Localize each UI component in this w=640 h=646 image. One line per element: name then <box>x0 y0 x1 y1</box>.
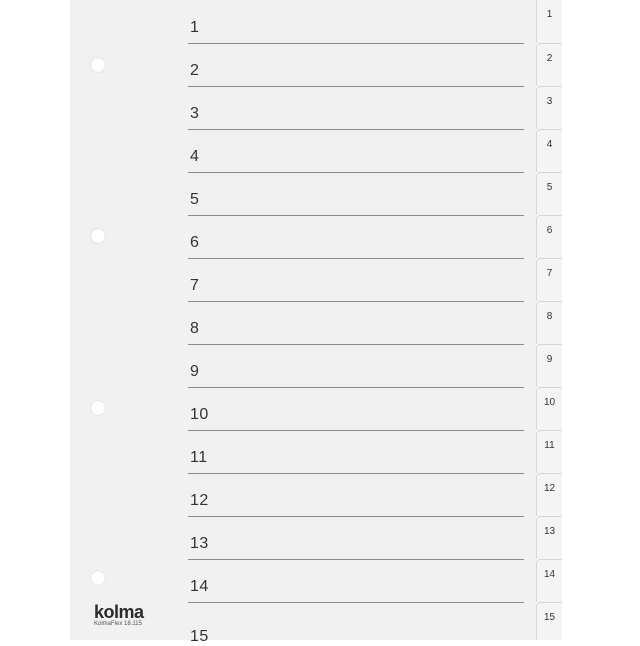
index-tab[interactable] <box>536 387 562 430</box>
entry-number: 9 <box>190 363 200 380</box>
index-tab[interactable] <box>536 258 562 301</box>
entry-number: 6 <box>190 234 200 251</box>
entry-number: 3 <box>190 105 200 122</box>
index-tab[interactable] <box>536 344 562 387</box>
punch-hole <box>90 57 106 73</box>
tab-label: 11 <box>544 440 555 451</box>
index-entry <box>188 302 524 345</box>
brand-logo: kolma <box>94 602 144 622</box>
entry-number: 14 <box>190 578 209 595</box>
index-entry <box>188 474 524 517</box>
punch-hole <box>90 228 106 244</box>
punch-hole <box>90 400 106 416</box>
index-tab[interactable] <box>536 0 562 43</box>
index-entry <box>188 345 524 388</box>
index-tab[interactable] <box>536 86 562 129</box>
index-entry <box>188 87 524 130</box>
entry-number: 11 <box>190 449 208 466</box>
index-entry <box>188 517 524 560</box>
index-tab[interactable] <box>536 172 562 215</box>
entry-number: 5 <box>190 191 200 208</box>
index-tab-strip <box>536 0 562 640</box>
tab-label: 4 <box>546 139 553 150</box>
punch-hole <box>90 570 106 586</box>
index-tab[interactable] <box>536 516 562 559</box>
tab-label: 8 <box>546 311 553 322</box>
tab-label: 15 <box>543 612 556 623</box>
tab-label: 14 <box>543 569 556 580</box>
index-tab[interactable] <box>536 215 562 258</box>
index-tab[interactable] <box>536 473 562 516</box>
tab-label: 12 <box>543 483 556 494</box>
index-tab[interactable] <box>536 301 562 344</box>
entry-number: 8 <box>190 320 200 337</box>
entry-number: 4 <box>190 148 200 165</box>
tab-label: 2 <box>546 53 553 64</box>
entry-number: 2 <box>190 62 200 79</box>
tab-label: 3 <box>546 96 553 107</box>
index-tab[interactable] <box>536 602 562 640</box>
index-tab[interactable] <box>536 430 562 473</box>
index-entry <box>188 431 524 474</box>
product-code: KolmaFlex 18.115 <box>94 621 142 627</box>
index-tab[interactable] <box>536 43 562 86</box>
entry-number: 10 <box>190 406 209 423</box>
index-entry <box>188 130 524 173</box>
entry-number: 13 <box>190 535 209 552</box>
entry-number: 15 <box>190 628 209 645</box>
index-entry <box>188 216 524 259</box>
index-entry <box>188 1 524 44</box>
tab-label: 13 <box>543 526 556 537</box>
index-entry <box>188 44 524 87</box>
index-tab[interactable] <box>536 559 562 602</box>
tab-label: 5 <box>546 182 553 193</box>
index-entry <box>188 388 524 431</box>
tab-label: 10 <box>543 397 556 408</box>
index-tab[interactable] <box>536 129 562 172</box>
index-entry <box>188 560 524 603</box>
tab-label: 9 <box>546 354 553 365</box>
index-entry <box>188 173 524 216</box>
tab-label: 6 <box>546 225 553 236</box>
entry-number: 1 <box>190 19 200 36</box>
entry-number: 7 <box>190 277 200 294</box>
tab-label: 7 <box>546 268 553 279</box>
tab-label: 1 <box>546 9 553 20</box>
index-entry <box>188 259 524 302</box>
entry-number: 12 <box>190 492 209 509</box>
